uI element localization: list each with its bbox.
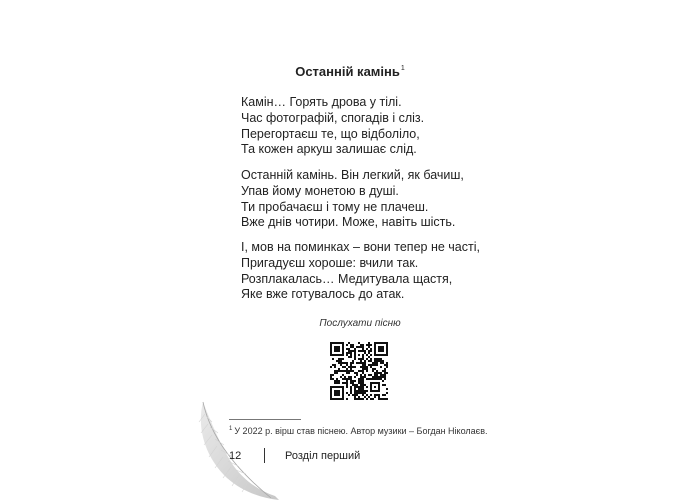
poem-line: Пригадуєш хороше: вчили так. <box>241 255 419 270</box>
poem-line: Та кожен аркуш залишає слід. <box>241 142 417 157</box>
poem-title: Останній камінь <box>295 64 400 79</box>
poem-line: Упав йому монетою в душі. <box>241 183 399 198</box>
poem-line: Ти пробачаєш і тому не плачеш. <box>241 199 429 214</box>
poem-line: Вже днів чотири. Може, навіть шість. <box>241 215 456 230</box>
stanza-1 <box>241 95 424 158</box>
title-footnote-mark: 1 <box>400 65 405 72</box>
poem-line: Останній камінь. Він легкий, як бачиш, <box>241 168 464 182</box>
footnote-divider <box>229 419 301 420</box>
footer-separator <box>264 448 265 463</box>
poem-line: Перегортаєш те, що відболіло, <box>241 126 420 141</box>
footnote <box>229 426 488 436</box>
poem-title-block <box>0 64 700 79</box>
poem-line: І, мов на поминках – вони тепер не часті, <box>241 240 480 254</box>
poem-line: Час фотографій, спогадів і сліз. <box>241 110 425 125</box>
stanza-2 <box>241 168 464 231</box>
section-title: Розділ перший <box>285 450 361 462</box>
footnote-text: У 2022 р. вірш став піснею. Автор музики – Богдан Ніколаєв. <box>234 426 488 436</box>
poem-line: Розплакалась… Медитувала щастя, <box>241 271 453 286</box>
poem-line: Яке вже готувалось до атак. <box>241 287 405 302</box>
qr-code-icon[interactable] <box>330 342 388 400</box>
listen-song-label: Послухати пісню <box>319 318 401 329</box>
stanza-3 <box>241 240 480 303</box>
footnote-mark: 1 <box>229 426 233 432</box>
poem-line: Камін… Горять дрова у тілі. <box>241 95 402 109</box>
page-number: 12 <box>229 450 242 462</box>
